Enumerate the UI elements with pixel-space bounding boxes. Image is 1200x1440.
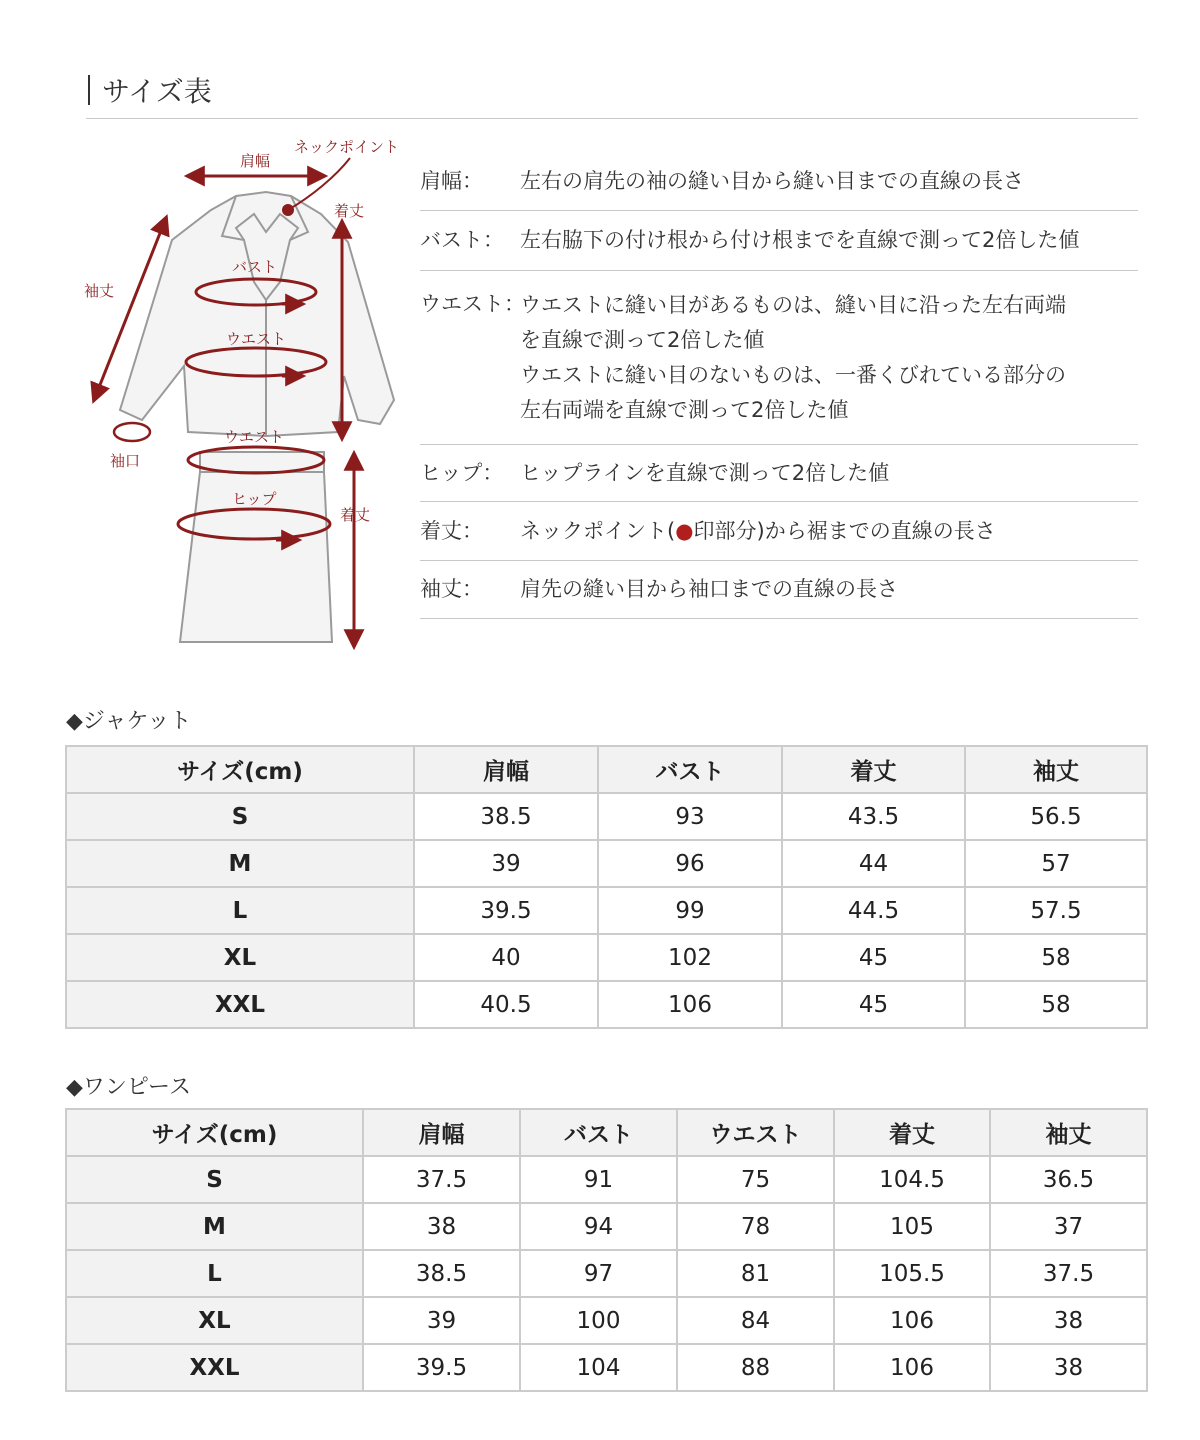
table-cell: 105.5 — [834, 1250, 990, 1297]
table-cell: 91 — [520, 1156, 677, 1203]
table-cell: 44 — [782, 840, 965, 887]
table-cell: 43.5 — [782, 793, 965, 840]
table-header-row — [66, 1109, 1147, 1156]
definition-text: ウエストに縫い目があるものは、縫い目に沿った左右両端 — [520, 292, 1066, 317]
table-cell: 39 — [363, 1297, 520, 1344]
definition-text: 左右両端を直線で測って2倍した値 — [520, 397, 849, 422]
title-divider — [86, 118, 1138, 119]
table-cell: 100 — [520, 1297, 677, 1344]
table-cell: 88 — [677, 1344, 834, 1391]
size-cell: L — [66, 1250, 363, 1297]
table-cell: 106 — [834, 1344, 990, 1391]
table-row — [66, 1156, 1147, 1203]
label-bust: バスト — [232, 258, 278, 276]
label-skirt-length: 着丈 — [340, 506, 371, 524]
size-cell: XL — [66, 934, 414, 981]
neck-point-marker-icon: ● — [675, 518, 694, 543]
definition-term: 袖丈： — [420, 577, 483, 601]
jacket-table-heading: ◆ジャケット — [66, 709, 192, 734]
label-waist-skirt: ウエスト — [224, 428, 285, 446]
table-cell: 105 — [834, 1203, 990, 1250]
definition-term: 肩幅： — [420, 168, 483, 193]
jacket-size-table — [65, 745, 1148, 1029]
column-header: サイズ(cm) — [66, 746, 414, 793]
size-cell: S — [66, 1156, 363, 1203]
table-cell: 45 — [782, 981, 965, 1028]
table-cell: 99 — [598, 887, 782, 934]
column-header: 着丈 — [782, 746, 965, 793]
table-cell: 97 — [520, 1250, 677, 1297]
definition-text: 左右脇下の付け根から付け根までを直線で測って2倍した値 — [520, 228, 1080, 252]
column-header: 袖丈 — [965, 746, 1147, 793]
label-cuff: 袖口 — [110, 452, 141, 470]
definition-hip — [420, 445, 1138, 502]
measurement-definitions — [420, 152, 1138, 619]
definition-length — [420, 502, 1138, 561]
table-row — [66, 1250, 1147, 1297]
label-jacket-length: 着丈 — [334, 202, 365, 220]
table-row — [66, 840, 1147, 887]
table-cell: 58 — [965, 934, 1147, 981]
definition-text: を直線で測って2倍した値 — [520, 327, 765, 352]
table-cell: 38 — [363, 1203, 520, 1250]
table-row — [66, 887, 1147, 934]
table-row — [66, 1203, 1147, 1250]
table-cell: 104 — [520, 1344, 677, 1391]
column-header: 着丈 — [834, 1109, 990, 1156]
definition-term: 着丈： — [420, 518, 483, 543]
table-cell: 81 — [677, 1250, 834, 1297]
size-cell: XXL — [66, 981, 414, 1028]
definition-text-after: 印部分)から裾までの直線の長さ — [693, 518, 996, 543]
table-cell: 37 — [990, 1203, 1147, 1250]
table-row — [66, 793, 1147, 840]
table-cell: 38 — [990, 1297, 1147, 1344]
size-cell: XXL — [66, 1344, 363, 1391]
size-cell: L — [66, 887, 414, 934]
table-cell: 37.5 — [363, 1156, 520, 1203]
table-cell: 36.5 — [990, 1156, 1147, 1203]
table-cell: 39.5 — [414, 887, 598, 934]
table-row — [66, 981, 1147, 1028]
title-bar-decoration — [88, 75, 90, 105]
table-cell: 39.5 — [363, 1344, 520, 1391]
column-header: サイズ(cm) — [66, 1109, 363, 1156]
column-header: 肩幅 — [414, 746, 598, 793]
table-header-row — [66, 746, 1147, 793]
label-hip: ヒップ — [232, 490, 277, 508]
table-row — [66, 1344, 1147, 1391]
definition-term: ウエスト： — [420, 292, 525, 316]
onepiece-table-heading: ◆ワンピース — [66, 1075, 191, 1100]
definition-waist — [420, 271, 1138, 445]
definition-text: ヒップラインを直線で測って2倍した値 — [520, 460, 890, 485]
table-row — [66, 934, 1147, 981]
table-cell: 39 — [414, 840, 598, 887]
garment-measurement-illustration — [76, 132, 412, 652]
label-neck-point: ネックポイント — [294, 138, 400, 156]
table-cell: 40 — [414, 934, 598, 981]
page-title-text: サイズ表 — [102, 75, 212, 108]
page-title — [88, 70, 212, 110]
table-cell: 75 — [677, 1156, 834, 1203]
table-cell: 93 — [598, 793, 782, 840]
skirt-drawing — [180, 452, 332, 642]
table-cell: 37.5 — [990, 1250, 1147, 1297]
column-header: ウエスト — [677, 1109, 834, 1156]
definition-term: バスト： — [420, 228, 504, 252]
definition-text: 肩先の縫い目から袖口までの直線の長さ — [520, 577, 898, 601]
cuff-loop — [114, 423, 150, 441]
table-cell: 58 — [965, 981, 1147, 1028]
definition-text: ウエストに縫い目のないものは、一番くびれている部分の — [520, 362, 1066, 387]
table-cell: 38.5 — [414, 793, 598, 840]
definition-sleeve-length — [420, 561, 1138, 619]
table-cell: 104.5 — [834, 1156, 990, 1203]
table-cell: 57.5 — [965, 887, 1147, 934]
size-cell: XL — [66, 1297, 363, 1344]
table-cell: 57 — [965, 840, 1147, 887]
size-cell: M — [66, 1203, 363, 1250]
definition-text-before: ネックポイント( — [520, 518, 676, 543]
table-cell: 40.5 — [414, 981, 598, 1028]
definition-text: 左右の肩先の袖の縫い目から縫い目までの直線の長さ — [520, 168, 1024, 193]
label-shoulder-width: 肩幅 — [240, 152, 271, 170]
table-cell: 102 — [598, 934, 782, 981]
column-header: 袖丈 — [990, 1109, 1147, 1156]
definition-shoulder-width — [420, 152, 1138, 211]
onepiece-size-table — [65, 1108, 1148, 1392]
label-sleeve-length: 袖丈 — [84, 282, 115, 300]
table-cell: 96 — [598, 840, 782, 887]
table-cell: 38 — [990, 1344, 1147, 1391]
table-cell: 106 — [834, 1297, 990, 1344]
column-header: バスト — [598, 746, 782, 793]
table-cell: 56.5 — [965, 793, 1147, 840]
table-row — [66, 1297, 1147, 1344]
definition-bust — [420, 211, 1138, 271]
definition-term: ヒップ： — [420, 460, 504, 485]
size-cell: M — [66, 840, 414, 887]
size-cell: S — [66, 793, 414, 840]
table-cell: 106 — [598, 981, 782, 1028]
column-header: バスト — [520, 1109, 677, 1156]
table-cell: 38.5 — [363, 1250, 520, 1297]
table-cell: 78 — [677, 1203, 834, 1250]
table-cell: 84 — [677, 1297, 834, 1344]
label-waist-jacket: ウエスト — [226, 330, 287, 348]
table-cell: 44.5 — [782, 887, 965, 934]
table-cell: 94 — [520, 1203, 677, 1250]
column-header: 肩幅 — [363, 1109, 520, 1156]
table-cell: 45 — [782, 934, 965, 981]
